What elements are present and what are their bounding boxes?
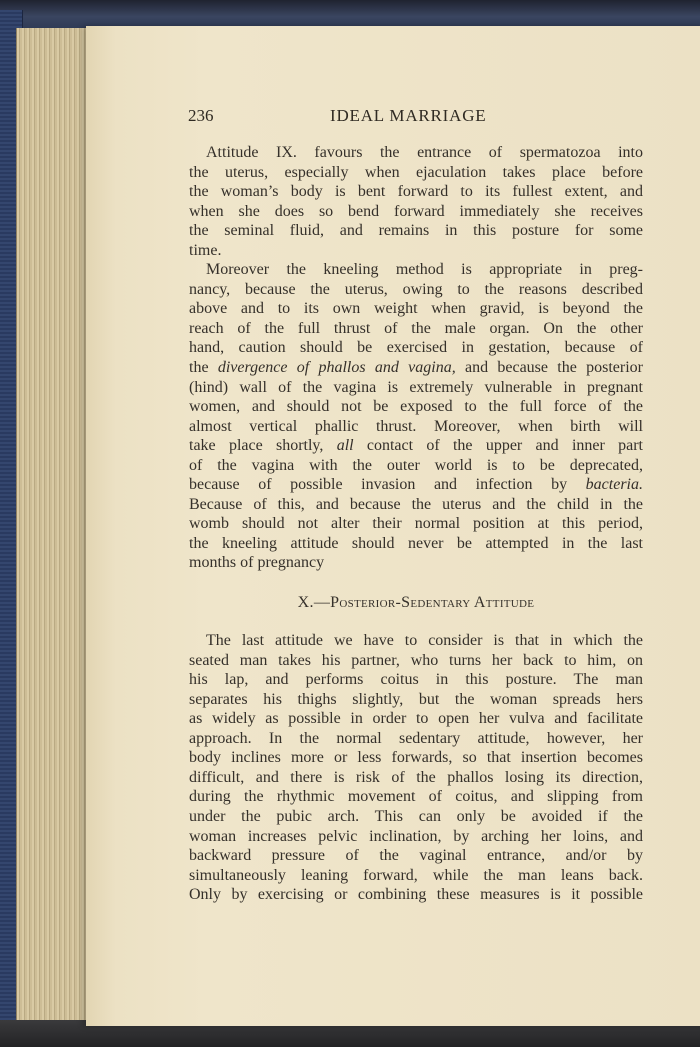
text-line: approach. In the normal sedentary attitude, however, her (189, 729, 643, 747)
text-line: the woman’s body is bent forward to its fullest extent, and (189, 183, 643, 201)
text-line: simultaneously leaning forward, while the man leans back. (189, 866, 643, 884)
text-line: hand, caution should be exercised in gestation, because of (189, 339, 643, 357)
italic-text: bacteria. (585, 476, 643, 494)
text-line: Because of this, and because the uterus and the child in the (189, 495, 643, 513)
text-line: women, and should not be exposed to the full force of the (189, 398, 643, 416)
text-line (189, 475, 643, 495)
text-line: nancy, because the uterus, owing to the reasons described (189, 280, 643, 298)
text-line: above and to its own weight when gravid, is beyond the (189, 300, 643, 318)
text-line: separates his thighs slightly, but the woman spreads hers (189, 690, 643, 708)
text-segment: take place shortly, (189, 437, 337, 455)
body-text (189, 143, 643, 905)
text-segment: contact of the upper and inner part (353, 437, 643, 455)
text-line: during the rhythmic movement of coitus, and slipping from (189, 788, 643, 806)
text-line: body inclines more or less forwards, so that insertion becomes (189, 749, 643, 767)
text-line: when she does so bend forward immediately she receives (189, 202, 643, 220)
text-line: reach of the full thrust of the male organ. On the other (189, 319, 643, 337)
text-line: Only by exercising or combining these measures is it possible (189, 886, 643, 904)
text-line: under the pubic arch. This can only be avoided if the (189, 807, 643, 825)
text-line: of the vagina with the outer world is to be deprecated, (189, 456, 643, 474)
section-heading: X.—Posterior-Sedentary Attitude (297, 594, 535, 612)
text-line (189, 358, 643, 378)
page-header (188, 106, 648, 130)
running-head: IDEAL MARRIAGE (330, 106, 487, 125)
paragraph (189, 260, 643, 573)
text-line: seated man takes his partner, who turns her back to him, on (189, 651, 643, 669)
paragraph (189, 143, 643, 260)
text-line: The last attitude we have to consider is that in which the (206, 632, 643, 650)
italic-text: divergence of phallos and vagina, (217, 359, 456, 377)
text-line: woman increases pelvic inclination, by arching her loins, and (189, 827, 643, 845)
text-line: his lap, and performs coitus in this posture. The man (189, 671, 643, 689)
text-line: time. (189, 241, 222, 259)
italic-text: all (336, 437, 354, 455)
text-line: difficult, and there is risk of the phallos losing its direction, (189, 768, 643, 786)
text-segment: and because the posterior (455, 359, 644, 377)
text-line: as widely as possible in order to open her vulva and facilitate (189, 710, 643, 728)
text-line: almost vertical phallic thrust. Moreover, when birth will (189, 417, 643, 435)
text-line: Moreover the kneeling method is appropriate in preg- (206, 261, 643, 279)
text-line: (hind) wall of the vagina is extremely vulnerable in pregnant (189, 378, 643, 396)
text-line (189, 436, 643, 456)
text-line: the uterus, especially when ejaculation takes place before (189, 163, 643, 181)
text-segment: the (189, 359, 218, 377)
text-line: womb should not alter their normal position at this period, (189, 515, 643, 533)
paragraph (189, 631, 643, 905)
text-line: Attitude IX. favours the entrance of spermatozoa into (206, 144, 643, 161)
page-number: 236 (188, 106, 214, 125)
text-line: months of pregnancy (189, 554, 325, 572)
text-line: the kneeling attitude should never be attempted in the last (189, 534, 643, 552)
text-line: backward pressure of the vaginal entrance, and/or by (189, 847, 643, 865)
text-line: the seminal fluid, and remains in this posture for some (189, 222, 643, 240)
text-segment: because of possible invasion and infection by (189, 476, 586, 494)
